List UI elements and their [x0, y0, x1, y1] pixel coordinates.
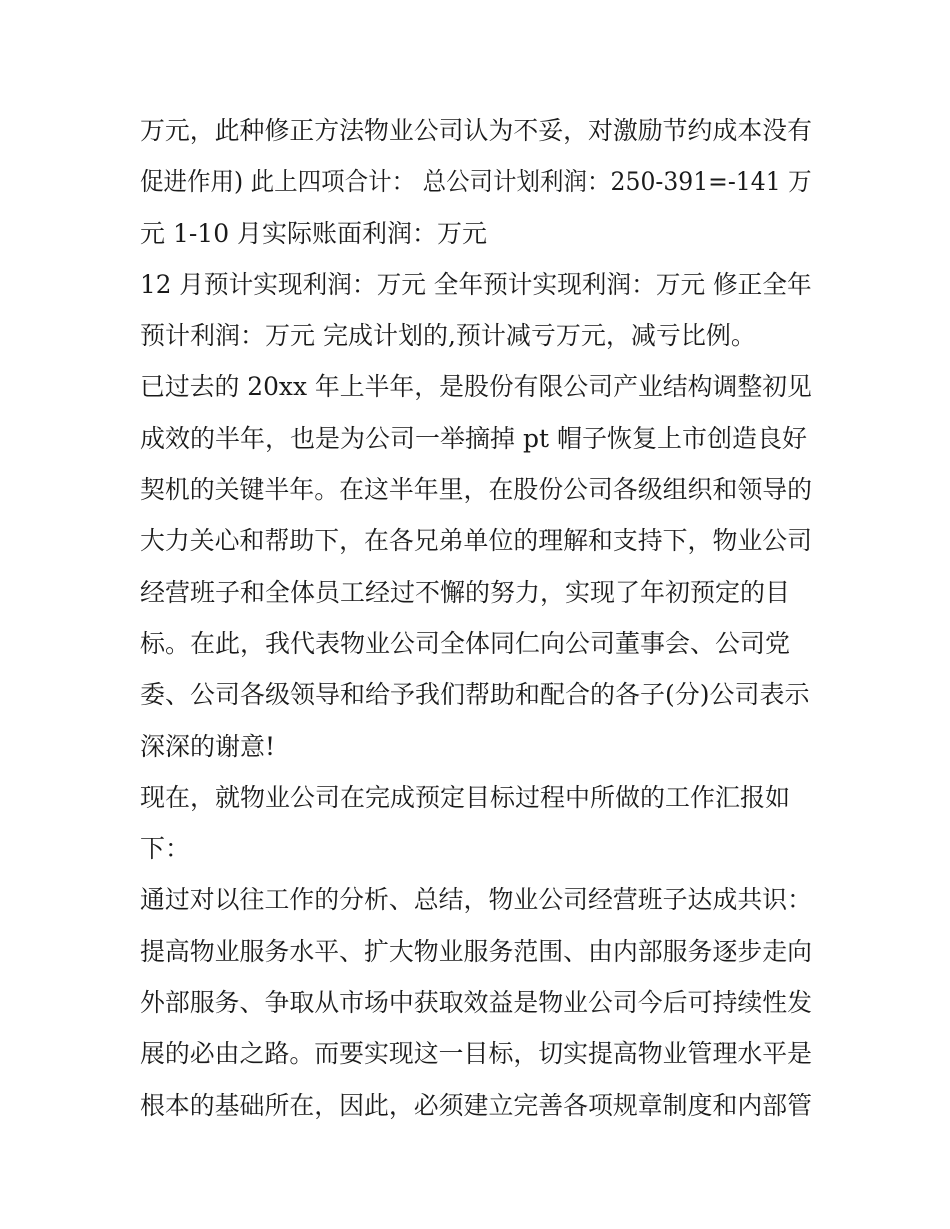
- paragraph-report-intro: [140, 772, 812, 875]
- text-line: 契机的关键半年。在这半年里，在股份公司各级组织和领导的: [140, 475, 813, 505]
- text-line: 委、公司各级领导和给予我们帮助和配合的各子(分)公司表示: [140, 680, 810, 710]
- paragraph-consensus: [140, 874, 812, 1130]
- text-line: 万元，此种修正方法物业公司认为不妥，对激励节约成本没有: [140, 116, 813, 145]
- text-line: 下：: [140, 834, 191, 864]
- text-line: 展的必由之路。而要实现这一目标，切实提高物业管理水平是: [140, 1039, 813, 1069]
- text-line: 大力关心和帮助下，在各兄弟单位的理解和支持下，物业公司: [140, 526, 813, 556]
- text-line: 深深的谢意!: [140, 731, 276, 761]
- text-line: 现在，就物业公司在完成预定目标过程中所做的工作汇报如: [140, 782, 791, 812]
- text-line: 预计利润：万元 完成计划的,预计减亏万元，减亏比例。: [140, 321, 756, 351]
- text-line: 12 月预计实现利润：万元 全年预计实现利润：万元 修正全年: [140, 269, 812, 299]
- text-line: 外部服务、争取从市场中获取效益是物业公司今后可持续性发: [140, 988, 813, 1018]
- text-line: 促进作用) 此上四项合计： 总公司计划利润：250-391=-141 万: [140, 167, 812, 197]
- text-line: 元 1-10 月实际账面利润：万元: [140, 218, 488, 248]
- paragraph-profit-correction: [140, 105, 812, 259]
- document-body: [140, 105, 812, 1131]
- text-line: 通过对以往工作的分析、总结，物业公司经营班子达成共识：: [140, 885, 813, 915]
- paragraph-half-year-review: [140, 361, 812, 771]
- text-line: 标。在此，我代表物业公司全体同仁向公司董事会、公司党: [140, 628, 791, 658]
- text-line: 成效的半年，也是为公司一举摘掉 pt 帽子恢复上市创造良好: [140, 423, 807, 453]
- text-line: 根本的基础所在，因此，必须建立完善各项规章制度和内部管: [140, 1090, 813, 1120]
- paragraph-forecast-profit: [140, 259, 812, 362]
- text-line: 经营班子和全体员工经过不懈的努力，实现了年初预定的目: [140, 577, 791, 607]
- text-line: 提高物业服务水平、扩大物业服务范围、由内部服务逐步走向: [140, 936, 813, 966]
- text-line: 已过去的 20xx 年上半年，是股份有限公司产业结构调整初见: [140, 372, 812, 402]
